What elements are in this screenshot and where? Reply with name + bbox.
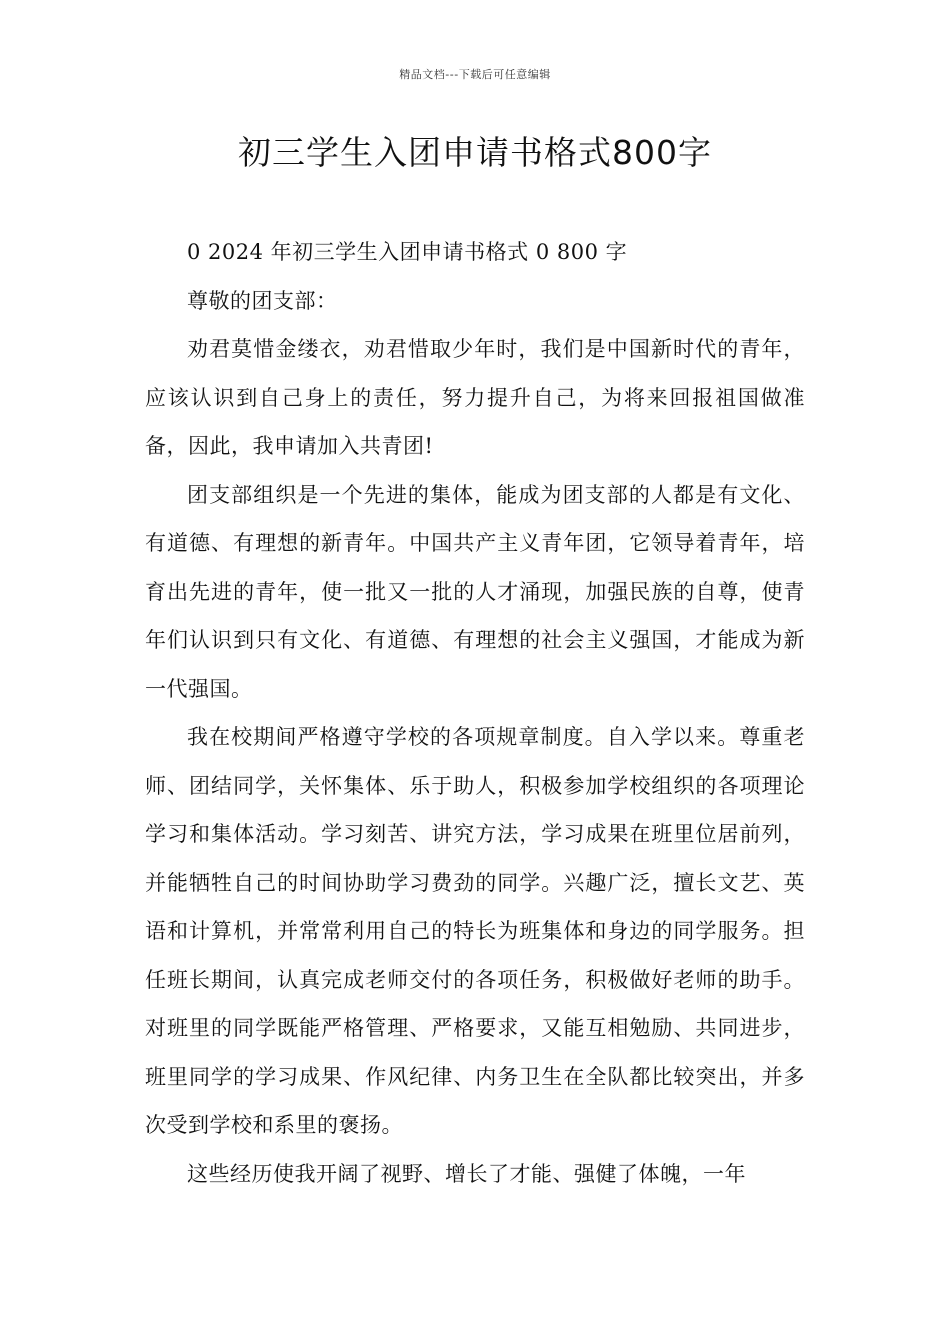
subtitle-line: 0 2024 年初三学生入团申请书格式 0 800 字 bbox=[187, 240, 628, 264]
paragraph-4: 这些经历使我开阔了视野、增长了才能、强健了体魄，一年 bbox=[187, 1161, 746, 1186]
paragraph-3: 我在校期间严格遵守学校的各项规章制度。自入学以来。尊重老师、团结同学，关怀集体、乐于助人，积极参加学校组织的各项理论学习和集体活动。学习刻苦、讲究方法，学习成果在班里位居前列，并能牺牲自己的时间协助学习费劲的同学。兴趣广泛，擅长文艺、英语和计算机，并常常利用自己的特长为班集体和身边的同学服务。担任班长期间，认真完成老师交付的各项任务，积极做好老师的助手。对班里的同学既能严格管理、严格要求，又能互相勉励、共同进步，班里同学的学习成果、作风纪律、内务卫生在全队都比较突出，并多次受到学校和系里的褒扬。 bbox=[145, 725, 805, 1137]
document-title: 初三学生入团申请书格式800字 bbox=[238, 133, 712, 172]
paragraph-1: 劝君莫惜金缕衣，劝君惜取少年时，我们是中国新时代的青年，应该认识到自己身上的责任，努力提升自己，为将来回报祖国做准备，因此，我申请加入共青团! bbox=[145, 337, 805, 458]
salutation: 尊敬的团支部： bbox=[187, 288, 338, 313]
document-body bbox=[145, 228, 805, 1198]
header-note: 精品文档---下载后可任意编辑 bbox=[399, 68, 551, 81]
paragraph-2: 团支部组织是一个先进的集体，能成为团支部的人都是有文化、有道德、有理想的新青年。中国共产主义青年团，它领导着青年，培育出先进的青年，使一批又一批的人才涌现，加强民族的自尊，使青年们认识到只有文化、有道德、有理想的社会主义强国，才能成为新一代强国。 bbox=[145, 482, 805, 701]
